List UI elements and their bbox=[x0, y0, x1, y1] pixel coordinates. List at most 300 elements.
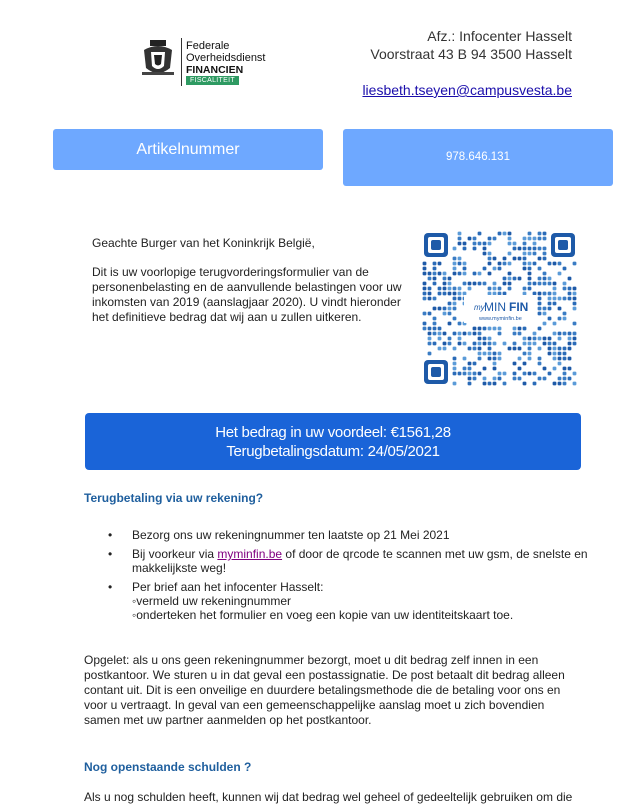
qr-module bbox=[443, 347, 447, 351]
qr-module bbox=[488, 237, 492, 241]
qr-module bbox=[463, 372, 467, 376]
qr-module bbox=[533, 242, 537, 246]
qr-module bbox=[453, 247, 457, 251]
qr-module bbox=[513, 332, 517, 336]
qr-module bbox=[553, 282, 557, 286]
qr-module bbox=[458, 292, 462, 296]
qr-module bbox=[508, 252, 512, 256]
qr-module bbox=[438, 337, 442, 341]
qr-module bbox=[483, 282, 487, 286]
qr-module bbox=[423, 287, 427, 291]
qr-module bbox=[483, 267, 487, 271]
qr-module bbox=[533, 247, 537, 251]
qr-module bbox=[428, 352, 432, 356]
qr-module bbox=[453, 302, 457, 306]
qr-module bbox=[538, 362, 542, 366]
qr-module bbox=[468, 287, 472, 291]
qr-module bbox=[573, 322, 577, 326]
qr-module bbox=[508, 282, 512, 286]
qr-module bbox=[443, 312, 447, 316]
qr-module bbox=[573, 382, 577, 386]
qr-module bbox=[553, 352, 557, 356]
logo-line-1: Federale bbox=[186, 40, 230, 52]
qr-module bbox=[568, 277, 572, 281]
qr-module bbox=[458, 342, 462, 346]
qr-module bbox=[458, 332, 462, 336]
qr-module bbox=[573, 262, 577, 266]
qr-module bbox=[473, 327, 477, 331]
qr-module bbox=[543, 322, 547, 326]
qr-module bbox=[453, 297, 457, 301]
qr-module bbox=[478, 342, 482, 346]
qr-module bbox=[518, 247, 522, 251]
qr-module bbox=[528, 347, 532, 351]
qr-module bbox=[493, 342, 497, 346]
qr-module bbox=[503, 382, 507, 386]
qr-module bbox=[538, 302, 542, 306]
qr-module bbox=[533, 237, 537, 241]
qr-module bbox=[448, 292, 452, 296]
qr-module bbox=[548, 347, 552, 351]
qr-module bbox=[548, 352, 552, 356]
qr-module bbox=[428, 297, 432, 301]
qr-module bbox=[488, 272, 492, 276]
sender-email-link[interactable]: liesbeth.tseyen@campusvesta.be bbox=[362, 82, 572, 98]
qr-module bbox=[468, 347, 472, 351]
qr-module bbox=[568, 337, 572, 341]
qr-module bbox=[518, 257, 522, 261]
qr-module bbox=[428, 287, 432, 291]
qr-module bbox=[463, 262, 467, 266]
qr-module bbox=[468, 382, 472, 386]
qr-module bbox=[448, 322, 452, 326]
qr-module bbox=[423, 327, 427, 331]
qr-module bbox=[508, 237, 512, 241]
qr-module bbox=[528, 232, 532, 236]
qr-module bbox=[473, 242, 477, 246]
bullet-sub-2: ◦onderteken het formulier en voeg een kopie van uw identiteitskaart toe. bbox=[132, 608, 514, 622]
qr-module bbox=[423, 272, 427, 276]
bullet-icon: • bbox=[108, 528, 113, 542]
qr-module bbox=[543, 377, 547, 381]
qr-module bbox=[488, 262, 492, 266]
qr-url: www.myminfin.be bbox=[479, 316, 522, 322]
qr-module bbox=[558, 307, 562, 311]
qr-module bbox=[453, 357, 457, 361]
qr-module bbox=[543, 307, 547, 311]
qr-module bbox=[508, 347, 512, 351]
bullet-text-2-pre: Bij voorkeur via bbox=[132, 547, 218, 561]
qr-module bbox=[528, 247, 532, 251]
qr-module bbox=[538, 282, 542, 286]
qr-module bbox=[433, 297, 437, 301]
qr-module bbox=[483, 342, 487, 346]
qr-finder-top-left bbox=[424, 233, 448, 257]
qr-module bbox=[433, 282, 437, 286]
qr-module bbox=[458, 322, 462, 326]
qr-module bbox=[533, 382, 537, 386]
qr-brand-min: MIN bbox=[484, 300, 506, 314]
qr-module bbox=[563, 267, 567, 271]
qr-module bbox=[553, 292, 557, 296]
qr-module bbox=[503, 277, 507, 281]
qr-module bbox=[428, 312, 432, 316]
qr-module bbox=[433, 267, 437, 271]
sender-line-1: Afz.: Infocenter Hasselt bbox=[427, 28, 572, 44]
qr-module bbox=[483, 247, 487, 251]
qr-module bbox=[558, 332, 562, 336]
qr-module bbox=[523, 237, 527, 241]
qr-module bbox=[493, 287, 497, 291]
qr-module bbox=[433, 342, 437, 346]
qr-module bbox=[463, 357, 467, 361]
qr-module bbox=[423, 282, 427, 286]
qr-module bbox=[553, 262, 557, 266]
myminfin-link[interactable]: myminfin.be bbox=[217, 547, 283, 561]
qr-module bbox=[523, 342, 527, 346]
qr-module bbox=[443, 332, 447, 336]
qr-module bbox=[433, 262, 437, 266]
qr-module bbox=[468, 367, 472, 371]
qr-module bbox=[468, 332, 472, 336]
qr-module bbox=[563, 382, 567, 386]
qr-module bbox=[453, 272, 457, 276]
qr-module bbox=[493, 362, 497, 366]
qr-module bbox=[528, 252, 532, 256]
qr-module bbox=[438, 287, 442, 291]
qr-module bbox=[493, 267, 497, 271]
qr-module bbox=[448, 342, 452, 346]
qr-module bbox=[433, 322, 437, 326]
qr-module bbox=[428, 272, 432, 276]
qr-module bbox=[503, 342, 507, 346]
qr-module bbox=[553, 322, 557, 326]
qr-module bbox=[493, 357, 497, 361]
qr-module bbox=[543, 342, 547, 346]
qr-module bbox=[518, 332, 522, 336]
qr-module bbox=[533, 342, 537, 346]
qr-module bbox=[493, 382, 497, 386]
qr-module bbox=[573, 292, 577, 296]
qr-module bbox=[483, 367, 487, 371]
qr-module bbox=[498, 352, 502, 356]
qr-module bbox=[533, 292, 537, 296]
qr-module bbox=[543, 237, 547, 241]
qr-module bbox=[488, 357, 492, 361]
qr-module bbox=[528, 342, 532, 346]
qr-module bbox=[458, 232, 462, 236]
qr-module bbox=[458, 337, 462, 341]
qr-module bbox=[488, 242, 492, 246]
qr-module bbox=[463, 267, 467, 271]
qr-module bbox=[488, 352, 492, 356]
qr-module bbox=[518, 357, 522, 361]
qr-module bbox=[528, 267, 532, 271]
debts-paragraph-partial: Als u nog schulden heeft, kunnen wij dat bedrag wel geheel of gedeeltelijk gebruiken om die bbox=[84, 790, 573, 804]
section-title-debts: Nog openstaande schulden ? bbox=[84, 760, 252, 774]
qr-module bbox=[478, 337, 482, 341]
qr-module bbox=[473, 247, 477, 251]
qr-module bbox=[478, 272, 482, 276]
section-title-refund-account: Terugbetaling via uw rekening? bbox=[84, 491, 264, 505]
qr-module bbox=[518, 327, 522, 331]
qr-module bbox=[428, 277, 432, 281]
qr-module bbox=[523, 247, 527, 251]
qr-module bbox=[468, 362, 472, 366]
qr-module bbox=[453, 262, 457, 266]
qr-module bbox=[523, 267, 527, 271]
refund-banner bbox=[85, 413, 581, 470]
qr-module bbox=[533, 332, 537, 336]
qr-module bbox=[563, 352, 567, 356]
qr-module bbox=[548, 372, 552, 376]
qr-finder-top-right bbox=[551, 233, 575, 257]
qr-module bbox=[463, 332, 467, 336]
qr-module bbox=[558, 352, 562, 356]
qr-module bbox=[523, 292, 527, 296]
qr-module bbox=[443, 287, 447, 291]
qr-module bbox=[483, 252, 487, 256]
qr-module bbox=[543, 272, 547, 276]
qr-module bbox=[453, 367, 457, 371]
qr-module bbox=[538, 312, 542, 316]
qr-module bbox=[443, 307, 447, 311]
qr-module bbox=[528, 237, 532, 241]
qr-module bbox=[563, 287, 567, 291]
qr-module bbox=[553, 357, 557, 361]
qr-brand-fin: FIN bbox=[509, 300, 529, 314]
qr-module bbox=[528, 287, 532, 291]
qr-module bbox=[538, 232, 542, 236]
qr-module bbox=[518, 347, 522, 351]
list-item bbox=[108, 580, 588, 622]
qr-module bbox=[458, 242, 462, 246]
qr-module bbox=[543, 282, 547, 286]
qr-module bbox=[568, 347, 572, 351]
qr-module bbox=[528, 277, 532, 281]
qr-module bbox=[443, 277, 447, 281]
qr-module bbox=[548, 277, 552, 281]
qr-module bbox=[558, 297, 562, 301]
qr-module bbox=[458, 262, 462, 266]
qr-module bbox=[478, 347, 482, 351]
qr-module bbox=[488, 342, 492, 346]
qr-module bbox=[483, 242, 487, 246]
qr-module bbox=[528, 357, 532, 361]
qr-module bbox=[513, 247, 517, 251]
qr-module bbox=[473, 372, 477, 376]
qr-module bbox=[488, 292, 492, 296]
qr-module bbox=[523, 257, 527, 261]
qr-module bbox=[508, 272, 512, 276]
qr-module bbox=[513, 257, 517, 261]
qr-module bbox=[483, 382, 487, 386]
qr-module bbox=[478, 327, 482, 331]
qr-module bbox=[423, 312, 427, 316]
qr-module bbox=[538, 257, 542, 261]
qr-module bbox=[523, 337, 527, 341]
qr-module bbox=[513, 372, 517, 376]
qr-module bbox=[473, 342, 477, 346]
qr-module bbox=[458, 372, 462, 376]
qr-module bbox=[538, 347, 542, 351]
qr-module bbox=[548, 317, 552, 321]
qr-code[interactable] bbox=[422, 231, 577, 386]
qr-module bbox=[493, 257, 497, 261]
qr-module bbox=[568, 297, 572, 301]
qr-module bbox=[473, 282, 477, 286]
qr-module bbox=[528, 352, 532, 356]
qr-module bbox=[558, 272, 562, 276]
qr-module bbox=[563, 377, 567, 381]
qr-module bbox=[533, 337, 537, 341]
qr-module bbox=[453, 372, 457, 376]
qr-module bbox=[513, 327, 517, 331]
qr-module bbox=[513, 342, 517, 346]
qr-module bbox=[558, 337, 562, 341]
qr-module bbox=[503, 372, 507, 376]
qr-module bbox=[463, 342, 467, 346]
qr-module bbox=[513, 347, 517, 351]
qr-module bbox=[453, 317, 457, 321]
qr-module bbox=[558, 382, 562, 386]
qr-module bbox=[523, 252, 527, 256]
qr-module bbox=[498, 292, 502, 296]
qr-module bbox=[543, 257, 547, 261]
qr-module bbox=[493, 377, 497, 381]
qr-module bbox=[448, 302, 452, 306]
qr-module bbox=[443, 292, 447, 296]
qr-module bbox=[563, 347, 567, 351]
qr-module bbox=[463, 292, 467, 296]
qr-module bbox=[518, 377, 522, 381]
qr-module bbox=[553, 302, 557, 306]
qr-module bbox=[533, 252, 537, 256]
qr-module bbox=[548, 342, 552, 346]
qr-module bbox=[478, 282, 482, 286]
qr-module bbox=[538, 267, 542, 271]
refund-date: Terugbetalingsdatum: 24/05/2021 bbox=[226, 443, 440, 460]
qr-module bbox=[488, 287, 492, 291]
qr-module bbox=[553, 347, 557, 351]
belgian-crest-icon bbox=[140, 38, 176, 78]
qr-module bbox=[538, 292, 542, 296]
qr-module bbox=[423, 262, 427, 266]
qr-module bbox=[523, 242, 527, 246]
qr-module bbox=[503, 232, 507, 236]
bullet-text-3: Per brief aan het infocenter Hasselt: bbox=[132, 580, 324, 594]
qr-module bbox=[558, 317, 562, 321]
qr-module bbox=[523, 327, 527, 331]
qr-module bbox=[518, 367, 522, 371]
qr-module bbox=[463, 247, 467, 251]
qr-module bbox=[508, 262, 512, 266]
qr-module bbox=[463, 242, 467, 246]
qr-module bbox=[533, 282, 537, 286]
qr-module bbox=[573, 302, 577, 306]
qr-module bbox=[553, 367, 557, 371]
qr-module bbox=[433, 307, 437, 311]
qr-module bbox=[553, 332, 557, 336]
qr-module bbox=[523, 262, 527, 266]
qr-module bbox=[563, 312, 567, 316]
qr-module bbox=[498, 332, 502, 336]
qr-module bbox=[563, 332, 567, 336]
qr-module bbox=[533, 372, 537, 376]
fod-financien-logo bbox=[140, 36, 280, 90]
qr-module bbox=[503, 292, 507, 296]
logo-line-2: Overheidsdienst bbox=[186, 52, 266, 64]
qr-module bbox=[458, 237, 462, 241]
qr-module bbox=[563, 357, 567, 361]
qr-module bbox=[448, 282, 452, 286]
qr-module bbox=[423, 267, 427, 271]
qr-module bbox=[448, 307, 452, 311]
qr-module bbox=[473, 272, 477, 276]
qr-module bbox=[428, 337, 432, 341]
qr-module bbox=[533, 262, 537, 266]
logo-line-3: FINANCIEN bbox=[186, 64, 244, 76]
qr-module bbox=[438, 332, 442, 336]
qr-module bbox=[458, 297, 462, 301]
qr-module bbox=[543, 252, 547, 256]
bullet-text-2-post: of door de qrcode te scannen met uw gsm, de snelste en makkelijkste weg! bbox=[132, 547, 588, 575]
qr-module bbox=[498, 267, 502, 271]
qr-module bbox=[438, 347, 442, 351]
qr-module bbox=[553, 287, 557, 291]
qr-module bbox=[503, 257, 507, 261]
qr-module bbox=[498, 372, 502, 376]
qr-module bbox=[453, 347, 457, 351]
qr-module bbox=[433, 272, 437, 276]
qr-module bbox=[543, 292, 547, 296]
qr-module bbox=[428, 342, 432, 346]
qr-module bbox=[568, 367, 572, 371]
qr-module bbox=[523, 382, 527, 386]
qr-module bbox=[548, 337, 552, 341]
qr-module bbox=[473, 332, 477, 336]
qr-module bbox=[453, 362, 457, 366]
qr-module bbox=[568, 377, 572, 381]
qr-module bbox=[483, 352, 487, 356]
qr-module bbox=[473, 237, 477, 241]
qr-module bbox=[513, 377, 517, 381]
qr-module bbox=[438, 327, 442, 331]
bullet-icon: • bbox=[108, 580, 113, 594]
qr-module bbox=[548, 307, 552, 311]
qr-module bbox=[523, 352, 527, 356]
qr-module bbox=[498, 357, 502, 361]
qr-module bbox=[443, 342, 447, 346]
qr-module bbox=[483, 327, 487, 331]
qr-module bbox=[448, 337, 452, 341]
qr-module bbox=[543, 232, 547, 236]
qr-module bbox=[538, 277, 542, 281]
qr-module bbox=[548, 282, 552, 286]
qr-brand-my: my bbox=[474, 303, 485, 312]
qr-module bbox=[438, 292, 442, 296]
qr-module bbox=[448, 312, 452, 316]
qr-module bbox=[498, 232, 502, 236]
qr-module bbox=[563, 282, 567, 286]
qr-module bbox=[433, 327, 437, 331]
qr-module bbox=[528, 282, 532, 286]
refund-instructions-list bbox=[108, 528, 588, 627]
qr-module bbox=[468, 282, 472, 286]
qr-module bbox=[528, 272, 532, 276]
qr-module bbox=[473, 347, 477, 351]
qr-module bbox=[493, 282, 497, 286]
